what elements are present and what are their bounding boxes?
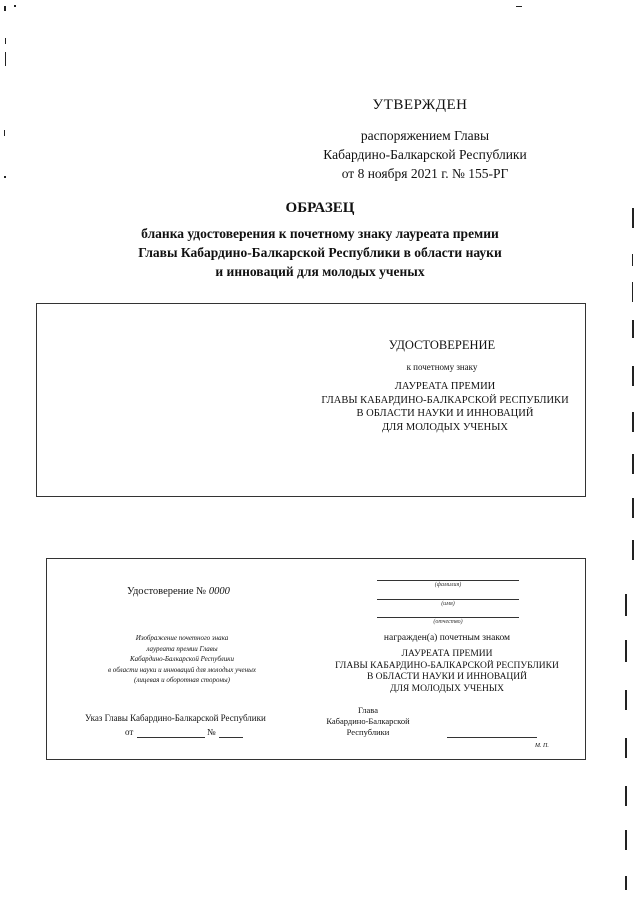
award-line: ЛАУРЕАТА ПРЕМИИ <box>401 649 493 659</box>
head-line: Республики <box>346 727 390 737</box>
cover-line: В ОБЛАСТИ НАУКИ И ИННОВАЦИЙ <box>356 408 534 419</box>
scan-mark <box>5 52 6 66</box>
image-note-line: Кабардино-Балкарской Республики <box>130 655 234 663</box>
scan-mark <box>632 282 633 302</box>
scan-mark <box>625 876 627 890</box>
decree-from-label: от <box>125 727 134 737</box>
document-title: ОБРАЗЕЦ <box>285 200 355 216</box>
cover-title: УДОСТОВЕРЕНИЕ <box>388 338 496 352</box>
scan-mark <box>632 412 634 432</box>
scan-mark <box>516 6 522 7</box>
awarded-text: награжден(а) почетным знаком <box>383 633 511 643</box>
certificate-cover <box>36 303 586 497</box>
scan-mark <box>632 498 634 518</box>
certificate-inner <box>46 558 586 760</box>
award-line: ДЛЯ МОЛОДЫХ УЧЕНЫХ <box>389 683 504 694</box>
surname-caption: (фамилия) <box>434 582 462 588</box>
certificate-number-label: Удостоверение № <box>127 586 207 597</box>
scan-mark <box>632 254 633 266</box>
scan-mark <box>4 176 6 178</box>
approval-line: Кабардино-Балкарской Республики <box>323 147 527 162</box>
decree-date-line <box>137 737 205 738</box>
decree-number-label: № <box>207 727 216 737</box>
scan-mark <box>5 38 6 44</box>
head-line: Глава <box>358 705 378 715</box>
patronymic-line <box>377 617 519 618</box>
seal-mark: М. П. <box>535 743 549 749</box>
award-line: В ОБЛАСТИ НАУКИ И ИННОВАЦИЙ <box>366 672 528 682</box>
subtitle-line: Главы Кабардино-Балкарской Республики в области науки <box>138 245 502 260</box>
image-note-line: в области науки и инноваций для молодых ученых <box>108 665 256 674</box>
certificate-number-value: 0000 <box>208 586 230 597</box>
approval-line: распоряжением Главы <box>360 128 490 143</box>
cover-line: ЛАУРЕАТА ПРЕМИИ <box>394 381 496 392</box>
badge-image-placeholder <box>77 633 287 686</box>
name-caption: (имя) <box>441 601 455 607</box>
scan-mark <box>14 5 16 7</box>
subtitle-line: и инноваций для молодых ученых <box>215 264 425 279</box>
scan-mark <box>625 830 627 850</box>
scan-mark <box>632 454 634 474</box>
approval-title: УТВЕРЖДЕН <box>372 97 468 113</box>
certificate-number <box>127 586 327 597</box>
approval-line: от 8 ноября 2021 г. № 155-РГ <box>341 166 509 181</box>
image-note-line: Изображение почетного знака <box>135 634 229 642</box>
name-line <box>377 599 519 600</box>
document-subtitle <box>70 224 570 281</box>
scan-mark <box>632 540 634 560</box>
scan-mark <box>625 594 627 616</box>
scan-mark <box>632 366 634 386</box>
scan-mark <box>625 738 627 758</box>
cover-line: ДЛЯ МОЛОДЫХ УЧЕНЫХ <box>381 421 508 433</box>
scan-mark <box>4 130 5 136</box>
scan-mark <box>625 690 627 710</box>
decree-line: Указ Главы Кабардино-Балкарской Республики <box>85 713 266 723</box>
head-signature-title <box>323 705 413 738</box>
scan-mark <box>625 640 627 662</box>
surname-line <box>377 580 519 581</box>
scan-mark <box>4 6 6 11</box>
decree-number-line <box>219 737 243 738</box>
subtitle-line: бланка удостоверения к почетному знаку лауреата премии <box>141 226 499 241</box>
cover-line: ГЛАВЫ КАБАРДИНО-БАЛКАРСКОЙ РЕСПУБЛИКИ <box>321 394 569 406</box>
image-note-line: (лицевая и оборотная стороны) <box>134 676 230 684</box>
award-line: ГЛАВЫ КАБАРДИНО-БАЛКАРСКОЙ РЕСПУБЛИКИ <box>335 660 559 671</box>
award-title <box>327 649 567 695</box>
approval-block <box>290 126 560 183</box>
patronymic-caption: (отчество) <box>433 619 463 625</box>
scan-mark <box>625 786 627 806</box>
cover-award-title <box>295 380 595 434</box>
cover-subtitle: к почетному знаку <box>406 362 478 372</box>
head-line: Кабардино-Балкарской <box>326 716 410 726</box>
image-note-line: лауреата премии Главы <box>146 644 218 653</box>
signature-line <box>447 737 537 738</box>
scan-mark <box>632 320 634 338</box>
